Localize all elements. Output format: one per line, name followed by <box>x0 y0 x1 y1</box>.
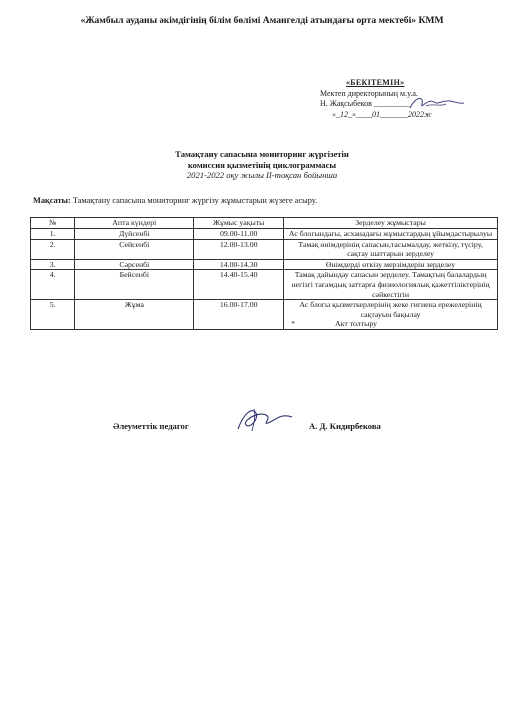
row-day: Сейсенбі <box>75 239 194 259</box>
row-time: 14.40-15.40 <box>194 270 284 300</box>
table-row <box>31 300 498 330</box>
approval-title: «БЕКІТЕМІН» <box>346 78 405 87</box>
row-number: 5. <box>31 300 75 330</box>
row-day: Жұма <box>75 300 194 330</box>
row-time: 16.00-17.00 <box>194 300 284 330</box>
table-row <box>31 259 498 270</box>
act-line <box>287 319 494 329</box>
title-line-2: комиссия қызметінің циклограммасы <box>187 159 337 170</box>
approval-position: Мектеп директорының м.у.а. <box>320 88 418 98</box>
director-signature-image <box>406 92 466 114</box>
bullet-marker: * <box>291 319 296 329</box>
row-number: 3. <box>31 259 75 270</box>
row-time: 09.00-11.00 <box>194 229 284 240</box>
row-work: Өнімдерді өткізу мерзімдерін зерделеу <box>284 259 498 270</box>
row-number: 1. <box>31 229 75 240</box>
signer-role: Әлеуметтік педагог <box>113 421 189 431</box>
row-time: 14.00-14.30 <box>194 259 284 270</box>
title-line-1: Тамақтану сапасына мониторинг жүргізетін <box>175 149 349 159</box>
goal-text: Тамақтану сапасына мониторинг жүргізу жұмыстарын жүзеге асыру. <box>70 196 318 205</box>
signature-image <box>232 403 296 437</box>
header-day: Апта күндері <box>75 218 194 229</box>
header-time: Жұмыс уақыты <box>194 218 284 229</box>
organization-header: «Жамбыл ауданы әкімдігінің білім бөлімі Амангелді атындағы орта мектебі» КММ <box>80 15 444 26</box>
row-day: Дүйсенбі <box>75 229 194 240</box>
row-number: 4. <box>31 270 75 300</box>
row-day: Бейсенбі <box>75 270 194 300</box>
table-header-row <box>31 218 498 229</box>
schedule-table <box>30 217 498 330</box>
row-day: Сәрсенбі <box>75 259 194 270</box>
table-row <box>31 239 498 259</box>
signer-name: А. Д. Кидирбекова <box>309 421 381 431</box>
table-row <box>31 229 498 240</box>
row-work-cell <box>284 300 498 330</box>
row-work: Ас блогындағы, асханадағы жұмыстардың ұйымдастырылуы <box>284 229 498 240</box>
table-row <box>31 270 498 300</box>
goal-label: Мақсаты: <box>33 196 71 205</box>
header-work: Зерделеу жұмыстары <box>284 218 498 229</box>
row-number: 2. <box>31 239 75 259</box>
row-work: Тамақ өнімдерінің сапасын,тасымалдау, жеткізу, түсіру, сақтау шаттарын зерделеу <box>284 239 498 259</box>
row-time: 12.00-13.00 <box>194 239 284 259</box>
approval-date: «_12_»____01_______2022ж <box>332 109 432 119</box>
approval-block <box>320 78 480 120</box>
row-work: Ас блогы қызметкерлерінің жеке гигиена ережелерінің сақтауын бақылау <box>299 300 482 319</box>
goal-statement <box>33 196 503 205</box>
title-line-3: 2021-2022 оқу жылы II-тоқсан бойынша <box>186 170 338 180</box>
header-number: № <box>31 218 75 229</box>
row-work: Тамақ дайындау сапасын зерделеу. Тамақтың балалардың негізгі тағамдық заттарға физиологиялық қажеттіліктерінің сәйкестігін <box>284 270 498 300</box>
document-title <box>0 149 524 181</box>
act-text: Акт толтыру <box>335 319 378 329</box>
approval-director: Н. Жақсыбеков _________ <box>320 99 410 108</box>
